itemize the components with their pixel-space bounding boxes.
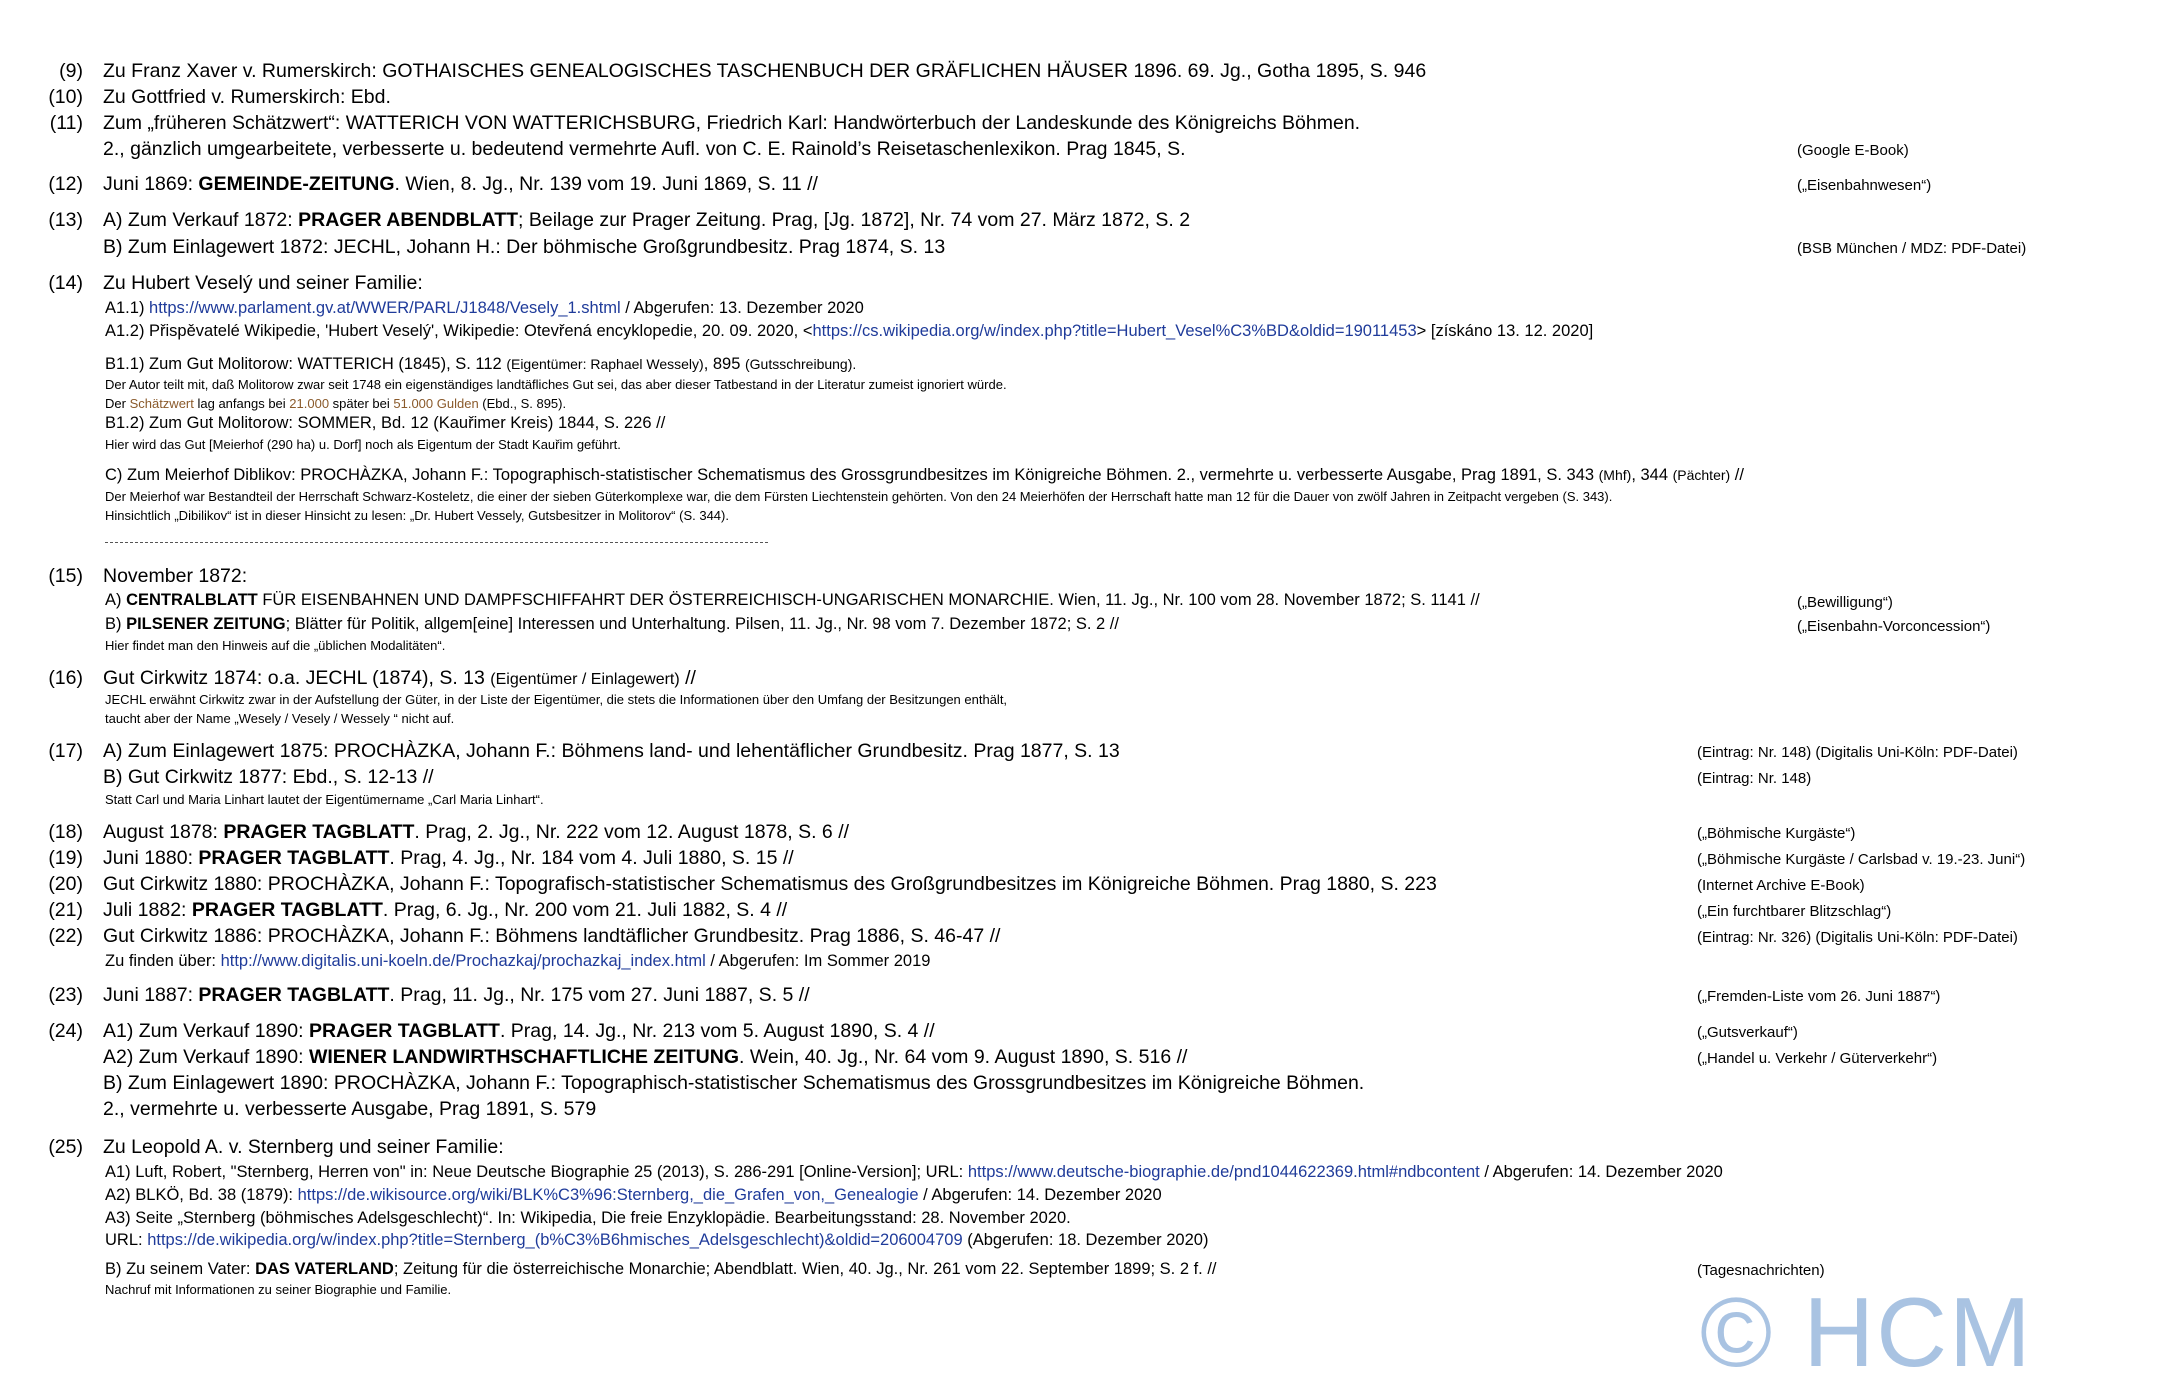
footnote-text: Zum „früheren Schätzwert“: WATTERICH VON WATTERICHSBURG, Friedrich Karl: Handwörterbuch der Landeskunde des Königreichs Böhmen. xyxy=(103,112,1361,134)
footnote-number: (21) xyxy=(48,899,83,921)
reference-line: URL: https://de.wikipedia.org/w/index.php?title=Sternberg_(b%C3%B6hmisches_Adelsgeschlecht)&oldid=206004709 (Abgerufen: 18. Dezember 2020) xyxy=(105,1231,1209,1249)
reference-line: Zu finden über: http://www.digitalis.uni-koeln.de/Prochazkaj/prochazkaj_index.html / Abgerufen: Im Sommer 2019 xyxy=(105,952,931,970)
footnote-text-continued: B) Zum Einlagewert 1872: JECHL, Johann H.: Der böhmische Großgrundbesitz. Prag 1874, S. 13 xyxy=(103,236,946,258)
reference-line: B) Zu seinem Vater: DAS VATERLAND; Zeitung für die österreichische Monarchie; Abendblatt. Wien, 40. Jg., Nr. 261 vom 22. September 1899; S. 2 f. // xyxy=(105,1260,1217,1278)
source-note: („Gutsverkauf“) xyxy=(1697,1024,1798,1041)
newspaper-title: PRAGER TAGBLATT xyxy=(198,984,390,1006)
annotation-text: Hier wird das Gut [Meierhof (290 ha) u. Dorf] noch als Eigentum der Stadt Kauřim geführt. xyxy=(105,437,621,452)
footnote-number: (10) xyxy=(48,86,83,108)
footnote-number: (23) xyxy=(48,984,83,1006)
reference-link[interactable]: https://www.deutsche-biographie.de/pnd1044622369.html#ndbcontent xyxy=(967,1163,1480,1181)
footnote-text-continued: B) Gut Cirkwitz 1877: Ebd., S. 12-13 // xyxy=(103,766,434,788)
newspaper-title: PRAGER TAGBLATT xyxy=(191,899,383,921)
reference-link[interactable]: https://www.parlament.gv.at/WWER/PARL/J1848/Vesely_1.shtml xyxy=(149,299,621,317)
footnote-number: (14) xyxy=(48,272,83,294)
source-note: („Ein furchtbarer Blitzschlag“) xyxy=(1697,903,1892,920)
source-note: (Tagesnachrichten) xyxy=(1697,1262,1825,1279)
source-note: (Internet Archive E-Book) xyxy=(1697,877,1865,894)
footnote-number: (13) xyxy=(48,209,83,231)
footnote-number: (9) xyxy=(59,60,83,82)
separator-line xyxy=(105,542,768,543)
footnote-text: Zu Gottfried v. Rumerskirch: Ebd. xyxy=(103,86,391,108)
source-note: (Eintrag: Nr. 148) xyxy=(1697,770,1812,787)
footnote-text: Gut Cirkwitz 1880: PROCHÀZKA, Johann F.: Topografisch-statistischer Schematismus des Großgrundbesitzes im Königreiche Böhmen. Prag 1880, S. 223 xyxy=(103,873,1437,895)
footnote-number: (20) xyxy=(48,873,83,895)
annotation-text: Der Autor teilt mit, daß Molitorow zwar seit 1748 ein eigenständiges landtäfliches Gut sei, das aber dieser Tatbestand in der Literatur zumeist ignoriert würde. xyxy=(105,377,1007,392)
footnote-number: (19) xyxy=(48,847,83,869)
footnote-number: (22) xyxy=(48,925,83,947)
source-note: („Eisenbahn-Vorconcession“) xyxy=(1797,618,1991,635)
footnote-text: Zu Franz Xaver v. Rumerskirch: GOTHAISCHES GENEALOGISCHES TASCHENBUCH DER GRÄFLICHEN HÄUSER 1896. 69. Jg., Gotha 1895, S. 946 xyxy=(103,60,1427,82)
reference-line: B1.1) Zum Gut Molitorow: WATTERICH (1845), S. 112 (Eigentümer: Raphael Wessely), 895 (Gutsschreibung). xyxy=(105,355,857,373)
reference-link[interactable]: http://www.digitalis.uni-koeln.de/Prochazkaj/prochazkaj_index.html xyxy=(220,952,706,970)
reference-line: B1.2) Zum Gut Molitorow: SOMMER, Bd. 12 (Kauřimer Kreis) 1844, S. 226 // xyxy=(105,414,666,432)
source-note: („Böhmische Kurgäste / Carlsbad v. 19.-23. Juni“) xyxy=(1697,851,2026,868)
annotation-text: Nachruf mit Informationen zu seiner Biographie und Familie. xyxy=(105,1282,452,1297)
footnote-text: Gut Cirkwitz 1874: o.a. JECHL (1874), S. 13 (Eigentümer / Einlagewert) // xyxy=(103,667,696,689)
source-note: (Google E-Book) xyxy=(1797,142,1909,159)
annotation-text: Hinsichtlich „Dibilikov“ ist in dieser Hinsicht zu lesen: „Dr. Hubert Vessely, Gutsbesitzer in Molitorov“ (S. 344). xyxy=(105,508,729,523)
footnote-text: A) Zum Einlagewert 1875: PROCHÀZKA, Johann F.: Böhmens land- und lehentäflicher Grundbesitz. Prag 1877, S. 13 xyxy=(103,740,1120,762)
reference-line: B) PILSENER ZEITUNG; Blätter für Politik, allgem[eine] Interessen und Unterhaltung. Pilsen, 11. Jg., Nr. 98 vom 7. Dezember 1872; S. 2 // xyxy=(105,615,1119,633)
newspaper-title: PRAGER TAGBLATT xyxy=(198,847,390,869)
newspaper-title: GEMEINDE-ZEITUNG xyxy=(198,173,395,195)
source-note: („Eisenbahnwesen“) xyxy=(1797,177,1932,194)
annotation-text: Statt Carl und Maria Linhart lautet der Eigentümername „Carl Maria Linhart“. xyxy=(105,792,544,807)
reference-link[interactable]: https://de.wikisource.org/wiki/BLK%C3%96:Sternberg,_die_Grafen_von,_Genealogie xyxy=(297,1186,919,1204)
newspaper-title: PILSENER ZEITUNG xyxy=(126,615,286,633)
footnote-text: Juni 1880: PRAGER TAGBLATT. Prag, 4. Jg., Nr. 184 vom 4. Juli 1880, S. 15 // xyxy=(103,847,794,869)
annotation-text: taucht aber der Name „Wesely / Vesely / Wessely “ nicht auf. xyxy=(105,711,455,726)
annotation-text: Der Schätzwert lag anfangs bei 21.000 später bei 51.000 Gulden (Ebd., S. 895). xyxy=(105,396,567,411)
footnote-text-continued: 2., gänzlich umgearbeitete, verbesserte u. bedeutend vermehrte Aufl. von C. E. Rainold’s Reisetaschenlexikon. Prag 1845, S. xyxy=(103,138,1186,160)
source-note: (Eintrag: Nr. 148) (Digitalis Uni-Köln: PDF-Datei) xyxy=(1697,744,2018,761)
footnote-text-continued: B) Zum Einlagewert 1890: PROCHÀZKA, Johann F.: Topographisch-statistischer Schematismus des Grossgrundbesitzes im Königreiche Böhmen. xyxy=(103,1072,1365,1094)
reference-link[interactable]: https://de.wikipedia.org/w/index.php?title=Sternberg_(b%C3%B6hmisches_Adelsgeschlecht)&oldid=206004709 xyxy=(147,1231,963,1249)
footnote-number: (25) xyxy=(48,1136,83,1158)
footnote-text: Gut Cirkwitz 1886: PROCHÀZKA, Johann F.: Böhmens landtäflicher Grundbesitz. Prag 1886, S. 46-47 // xyxy=(103,925,1001,947)
newspaper-title: WIENER LANDWIRTHSCHAFTLICHE ZEITUNG xyxy=(308,1046,740,1068)
footnote-text: Juni 1869: GEMEINDE-ZEITUNG. Wien, 8. Jg., Nr. 139 vom 19. Juni 1869, S. 11 // xyxy=(103,173,818,195)
footnote-text: Juni 1887: PRAGER TAGBLATT. Prag, 11. Jg., Nr. 175 vom 27. Juni 1887, S. 5 // xyxy=(103,984,810,1006)
footnote-text: August 1878: PRAGER TAGBLATT. Prag, 2. Jg., Nr. 222 vom 12. August 1878, S. 6 // xyxy=(103,821,850,843)
footnote-number: (15) xyxy=(48,565,83,587)
footnote-text-continued: A2) Zum Verkauf 1890: WIENER LANDWIRTHSCHAFTLICHE ZEITUNG. Wein, 40. Jg., Nr. 64 vom 9. August 1890, S. 516 // xyxy=(103,1046,1188,1068)
annotation-text: Der Meierhof war Bestandteil der Herrschaft Schwarz-Kosteletz, die einer der sieben Güterkomplexe war, die dem Fürsten Liechtenstein gehörten. Von den 24 Meierhöfen der Herrschaft hatte man 12 für die Dauer von zwölf Jahren in Zeitpacht vergeben (S. 343). xyxy=(105,489,1613,504)
source-note: (Eintrag: Nr. 326) (Digitalis Uni-Köln: PDF-Datei) xyxy=(1697,929,2018,946)
newspaper-title: PRAGER ABENDBLATT xyxy=(298,209,519,231)
copyright-watermark: © HCM xyxy=(1700,1277,2033,1387)
footnote-number: (11) xyxy=(49,112,83,134)
source-note: („Böhmische Kurgäste“) xyxy=(1697,825,1856,842)
reference-link[interactable]: https://cs.wikipedia.org/w/index.php?title=Hubert_Vesel%C3%BD&oldid=19011453 xyxy=(812,322,1417,340)
footnote-number: (17) xyxy=(48,740,83,762)
footnote-number: (18) xyxy=(48,821,83,843)
reference-line: A1.2) Přispěvatelé Wikipedie, 'Hubert Veselý', Wikipedie: Otevřená encyklopedie, 20. 09. 2020, <https://cs.wikipedia.org/w/index.php?title=Hubert_Vesel%C3%BD&oldid=19011453> [získáno 13. 12. 2020] xyxy=(105,322,1594,340)
footnote-text: Zu Leopold A. v. Sternberg und seiner Familie: xyxy=(103,1136,504,1158)
footnote-number: (24) xyxy=(48,1020,83,1042)
reference-line: A1.1) https://www.parlament.gv.at/WWER/PARL/J1848/Vesely_1.shtml / Abgerufen: 13. Dezember 2020 xyxy=(105,299,864,317)
source-note: („Handel u. Verkehr / Güterverkehr“) xyxy=(1697,1050,1938,1067)
footnote-text: November 1872: xyxy=(103,565,248,587)
reference-line: A3) Seite „Sternberg (böhmisches Adelsgeschlecht)“. In: Wikipedia, Die freie Enzyklopädie. Bearbeitungsstand: 28. November 2020. xyxy=(105,1209,1071,1227)
newspaper-title: DAS VATERLAND xyxy=(255,1260,394,1278)
annotation-text: JECHL erwähnt Cirkwitz zwar in der Aufstellung der Güter, in der Liste der Eigentümer, die stets die Informationen über den Umfang der Besitzungen enthält, xyxy=(105,692,1008,707)
footnote-text: A) Zum Verkauf 1872: PRAGER ABENDBLATT; Beilage zur Prager Zeitung. Prag, [Jg. 1872], Nr. 74 vom 27. März 1872, S. 2 xyxy=(103,209,1191,231)
source-note: („Bewilligung“) xyxy=(1797,594,1893,611)
source-note: („Fremden-Liste vom 26. Juni 1887“) xyxy=(1697,988,1941,1005)
newspaper-title: PRAGER TAGBLATT xyxy=(308,1020,500,1042)
footnote-text: Juli 1882: PRAGER TAGBLATT. Prag, 6. Jg., Nr. 200 vom 21. Juli 1882, S. 4 // xyxy=(103,899,788,921)
footnote-text: Zu Hubert Veselý und seiner Familie: xyxy=(103,272,423,294)
footnote-text: A1) Zum Verkauf 1890: PRAGER TAGBLATT. Prag, 14. Jg., Nr. 213 vom 5. August 1890, S. 4 // xyxy=(103,1020,935,1042)
footnote-text-continued: 2., vermehrte u. verbesserte Ausgabe, Prag 1891, S. 579 xyxy=(103,1098,597,1120)
reference-line: A) CENTRALBLATT FÜR EISENBAHNEN UND DAMPFSCHIFFAHRT DER ÖSTERREICHISCH-UNGARISCHEN MONARCHIE. Wien, 11. Jg., Nr. 100 vom 28. November 1872; S. 1141 // xyxy=(105,591,1480,609)
reference-line: A2) BLKÖ, Bd. 38 (1879): https://de.wikisource.org/wiki/BLK%C3%96:Sternberg,_die_Grafen_von,_Genealogie / Abgerufen: 14. Dezember 2020 xyxy=(105,1186,1162,1204)
annotation-text: Hier findet man den Hinweis auf die „üblichen Modalitäten“. xyxy=(105,638,446,653)
newspaper-title: PRAGER TAGBLATT xyxy=(223,821,415,843)
reference-line: C) Zum Meierhof Diblikov: PROCHÀZKA, Johann F.: Topographisch-statistischer Schematismus des Grossgrundbesitzes im Königreiche Böhmen. 2., vermehrte u. verbesserte Ausgabe, Prag 1891, S. 343 (Mhf), 344 (Pächter) // xyxy=(105,466,1744,484)
source-note: (BSB München / MDZ: PDF-Datei) xyxy=(1797,240,2027,257)
footnote-number: (12) xyxy=(48,173,83,195)
newspaper-title: CENTRALBLATT xyxy=(126,591,258,609)
footnote-number: (16) xyxy=(48,667,83,689)
reference-line: A1) Luft, Robert, "Sternberg, Herren von" in: Neue Deutsche Biographie 25 (2013), S. 286-291 [Online-Version]; URL: https://www.deutsche-biographie.de/pnd1044622369.html#ndbcontent / Abgerufen: 14. Dezember 2020 xyxy=(105,1163,1723,1181)
